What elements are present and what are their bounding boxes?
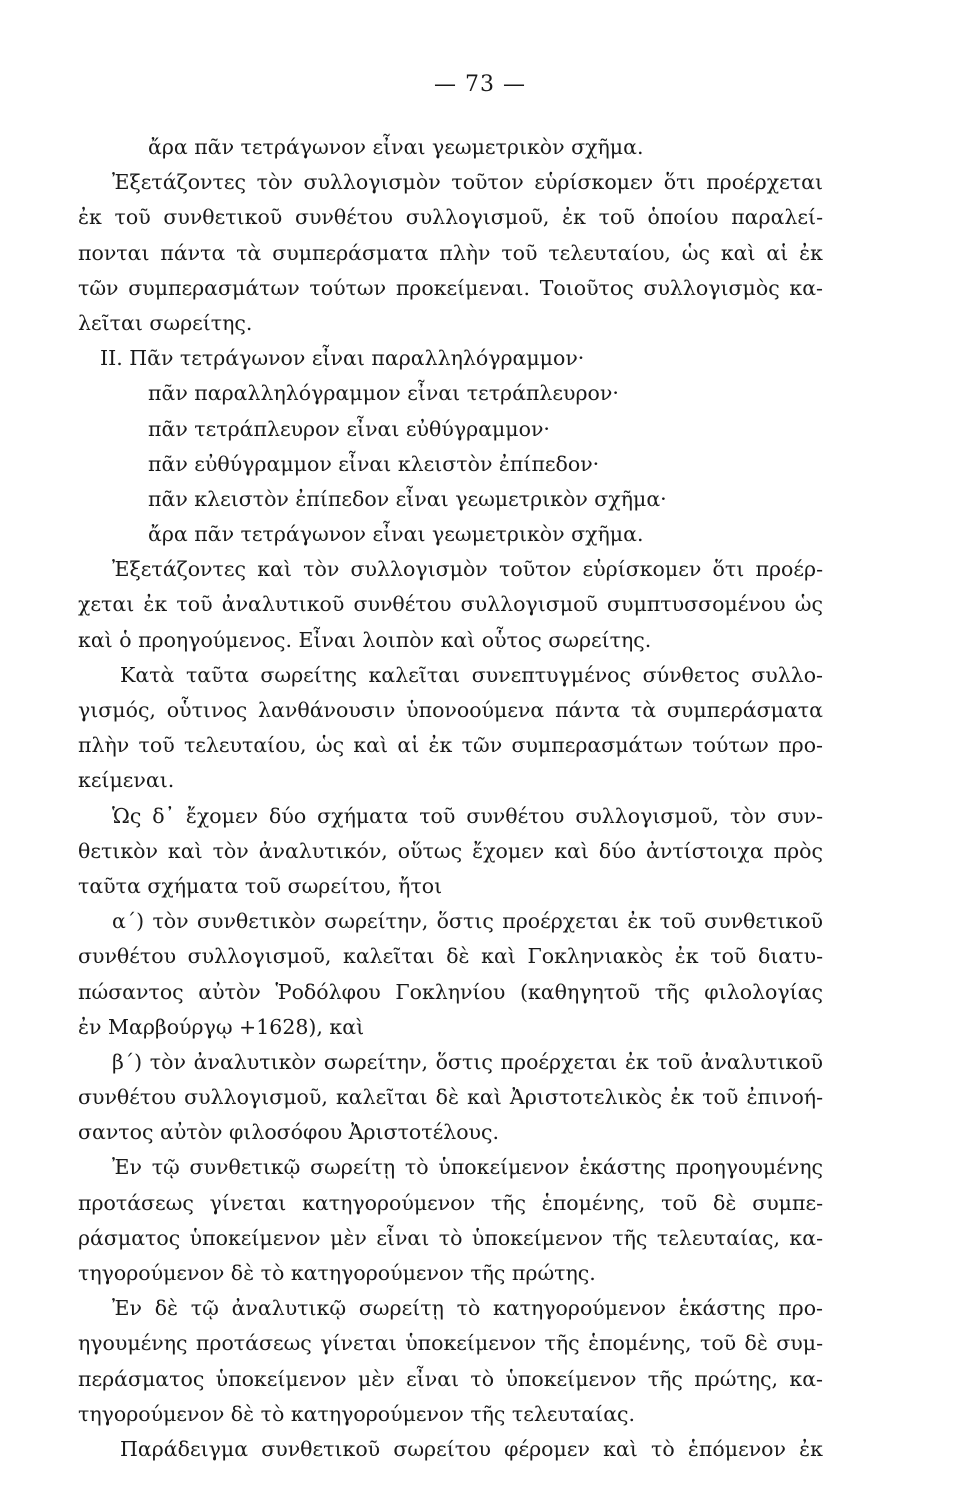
text-line-l08: πᾶν παραλληλόγραμμον εἶναι τετράπλευρον· (148, 381, 619, 406)
text-line-l04: πονται πάντα τὰ συμπεράσματα πλὴν τοῦ τελευταίου, ὡς καὶ αἱ ἐκ (78, 240, 823, 265)
text-line-l17: γισμός, οὗτινος λανθάνουσιν ὑπονοούμενα πάντα τὰ συμπεράσματα (78, 698, 823, 722)
text-line-l29: σαντος αὐτὸν φιλοσόφου Ἀριστοτέλους. (78, 1120, 500, 1145)
text-line-l32: ράσματος ὑποκείμενον μὲν εἶναι τὸ ὑποκείμενον τῆς τελευταίας, κα- (78, 1225, 823, 1250)
text-line-l26: ἐν Μαρβούργῳ +1628), καὶ (78, 1014, 365, 1039)
text-line-l07: II. Πᾶν τετράγωνον εἶναι παραλληλόγραμμον· (100, 346, 585, 371)
text-line-l05: τῶν συμπερασμάτων τούτων προκείμεναι. Τοιοῦτος συλλογισμὸς κα- (78, 275, 823, 300)
text-line-l10: πᾶν εὐθύγραμμον εἶναι κλειστὸν ἐπίπεδον· (148, 451, 600, 476)
body-text (78, 130, 823, 1467)
text-line-l18: πλὴν τοῦ τελευταίου, ὡς καὶ αἱ ἐκ τῶν συμπερασμάτων τούτων προ- (78, 733, 823, 758)
text-line-l24: συνθέτου συλλογισμοῦ, καλεῖται δὲ καὶ Γοκληνιακὸς ἐκ τοῦ διατυ- (78, 944, 823, 969)
text-line-l22: ταῦτα σχήματα τοῦ σωρείτου, ἤτοι (78, 873, 443, 898)
text-line-l14: χεται ἐκ τοῦ ἀναλυτικοῦ συνθέτου συλλογισμοῦ συμπτυσσομένου ὡς (78, 592, 823, 617)
text-line-l28: συνθέτου συλλογισμοῦ, καλεῖται δὲ καὶ Ἀριστοτελικὸς ἐκ τοῦ ἐπινοή- (78, 1085, 823, 1110)
text-line-l38: Παράδειγμα συνθετικοῦ σωρείτου φέρομεν καὶ τὸ ἑπόμενον ἐκ (120, 1436, 823, 1461)
text-line-l16: Κατὰ ταῦτα σωρείτης καλεῖται συνεπτυγμένος σύνθετος συλλο- (120, 662, 823, 687)
text-line-l31: προτάσεως γίνεται κατηγορούμενον τῆς ἑπομένης, τοῦ δὲ συμπε- (78, 1190, 823, 1215)
text-line-l35: ηγουμένης προτάσεως γίνεται ὑποκείμενον τῆς ἑπομένης, τοῦ δὲ συμ- (78, 1331, 823, 1356)
text-line-l36: περάσματος ὑποκείμενον μὲν εἶναι τὸ ὑποκείμενον τῆς πρώτης, κα- (78, 1366, 823, 1391)
text-line-l15: καὶ ὁ προηγούμενος. Εἶναι λοιπὸν καὶ οὗτος σωρείτης. (78, 627, 652, 652)
text-line-l30: Ἐν τῷ συνθετικῷ σωρείτῃ τὸ ὑποκείμενον ἑκάστης προηγουμένης (112, 1155, 823, 1180)
text-line-l37: τηγορούμενον δὲ τὸ κατηγορούμενον τῆς τελευταίας. (78, 1401, 636, 1426)
text-line-l01: ἄρα πᾶν τετράγωνον εἶναι γεωμετρικὸν σχῆμα. (148, 135, 644, 159)
text-line-l34: Ἐν δὲ τῷ ἀναλυτικῷ σωρείτῃ τὸ κατηγορούμενον ἑκάστης προ- (112, 1296, 823, 1321)
text-line-l12: ἄρα πᾶν τετράγωνον εἶναι γεωμετρικὸν σχῆμα. (148, 522, 644, 547)
text-line-l13: Ἐξετάζοντες καὶ τὸν συλλογισμὸν τοῦτον εὑρίσκομεν ὅτι προέρ- (112, 557, 823, 582)
text-line-l27: β´) τὸν ἀναλυτικὸν σωρείτην, ὅστις προέρχεται ἐκ τοῦ ἀναλυτικοῦ (112, 1049, 823, 1074)
text-line-l03: ἐκ τοῦ συνθετικοῦ συνθέτου συλλογισμοῦ, ἐκ τοῦ ὁποίου παραλεί- (78, 205, 823, 230)
text-line-l20: Ὡς δ᾽ ἔχομεν δύο σχήματα τοῦ συνθέτου συλλογισμοῦ, τὸν συν- (112, 803, 823, 828)
text-line-l09: πᾶν τετράπλευρον εἶναι εὐθύγραμμον· (148, 416, 550, 441)
text-line-l25: πώσαντος αὐτὸν Ῥοδόλφου Γοκληνίου (καθηγητοῦ τῆς φιλολογίας (78, 979, 823, 1004)
text-line-l02: Ἐξετάζοντες τὸν συλλογισμὸν τοῦτον εὑρίσκομεν ὅτι προέρχεται (112, 170, 823, 195)
page-number: — 73 — (434, 72, 526, 97)
text-line-l21: θετικὸν καὶ τὸν ἀναλυτικόν, οὕτως ἔχομεν καὶ δύο ἀντίστοιχα πρὸς (78, 838, 823, 863)
text-line-l11: πᾶν κλειστὸν ἐπίπεδον εἶναι γεωμετρικὸν σχῆμα· (148, 486, 667, 511)
text-line-l23: α´) τὸν συνθετικὸν σωρείτην, ὅστις προέρχεται ἐκ τοῦ συνθετικοῦ (112, 909, 823, 934)
text-line-l19: κείμεναι. (78, 768, 175, 793)
text-line-l06: λεῖται σωρείτης. (78, 310, 253, 335)
text-line-l33: τηγορούμενον δὲ τὸ κατηγορούμενον τῆς πρώτης. (78, 1261, 596, 1285)
